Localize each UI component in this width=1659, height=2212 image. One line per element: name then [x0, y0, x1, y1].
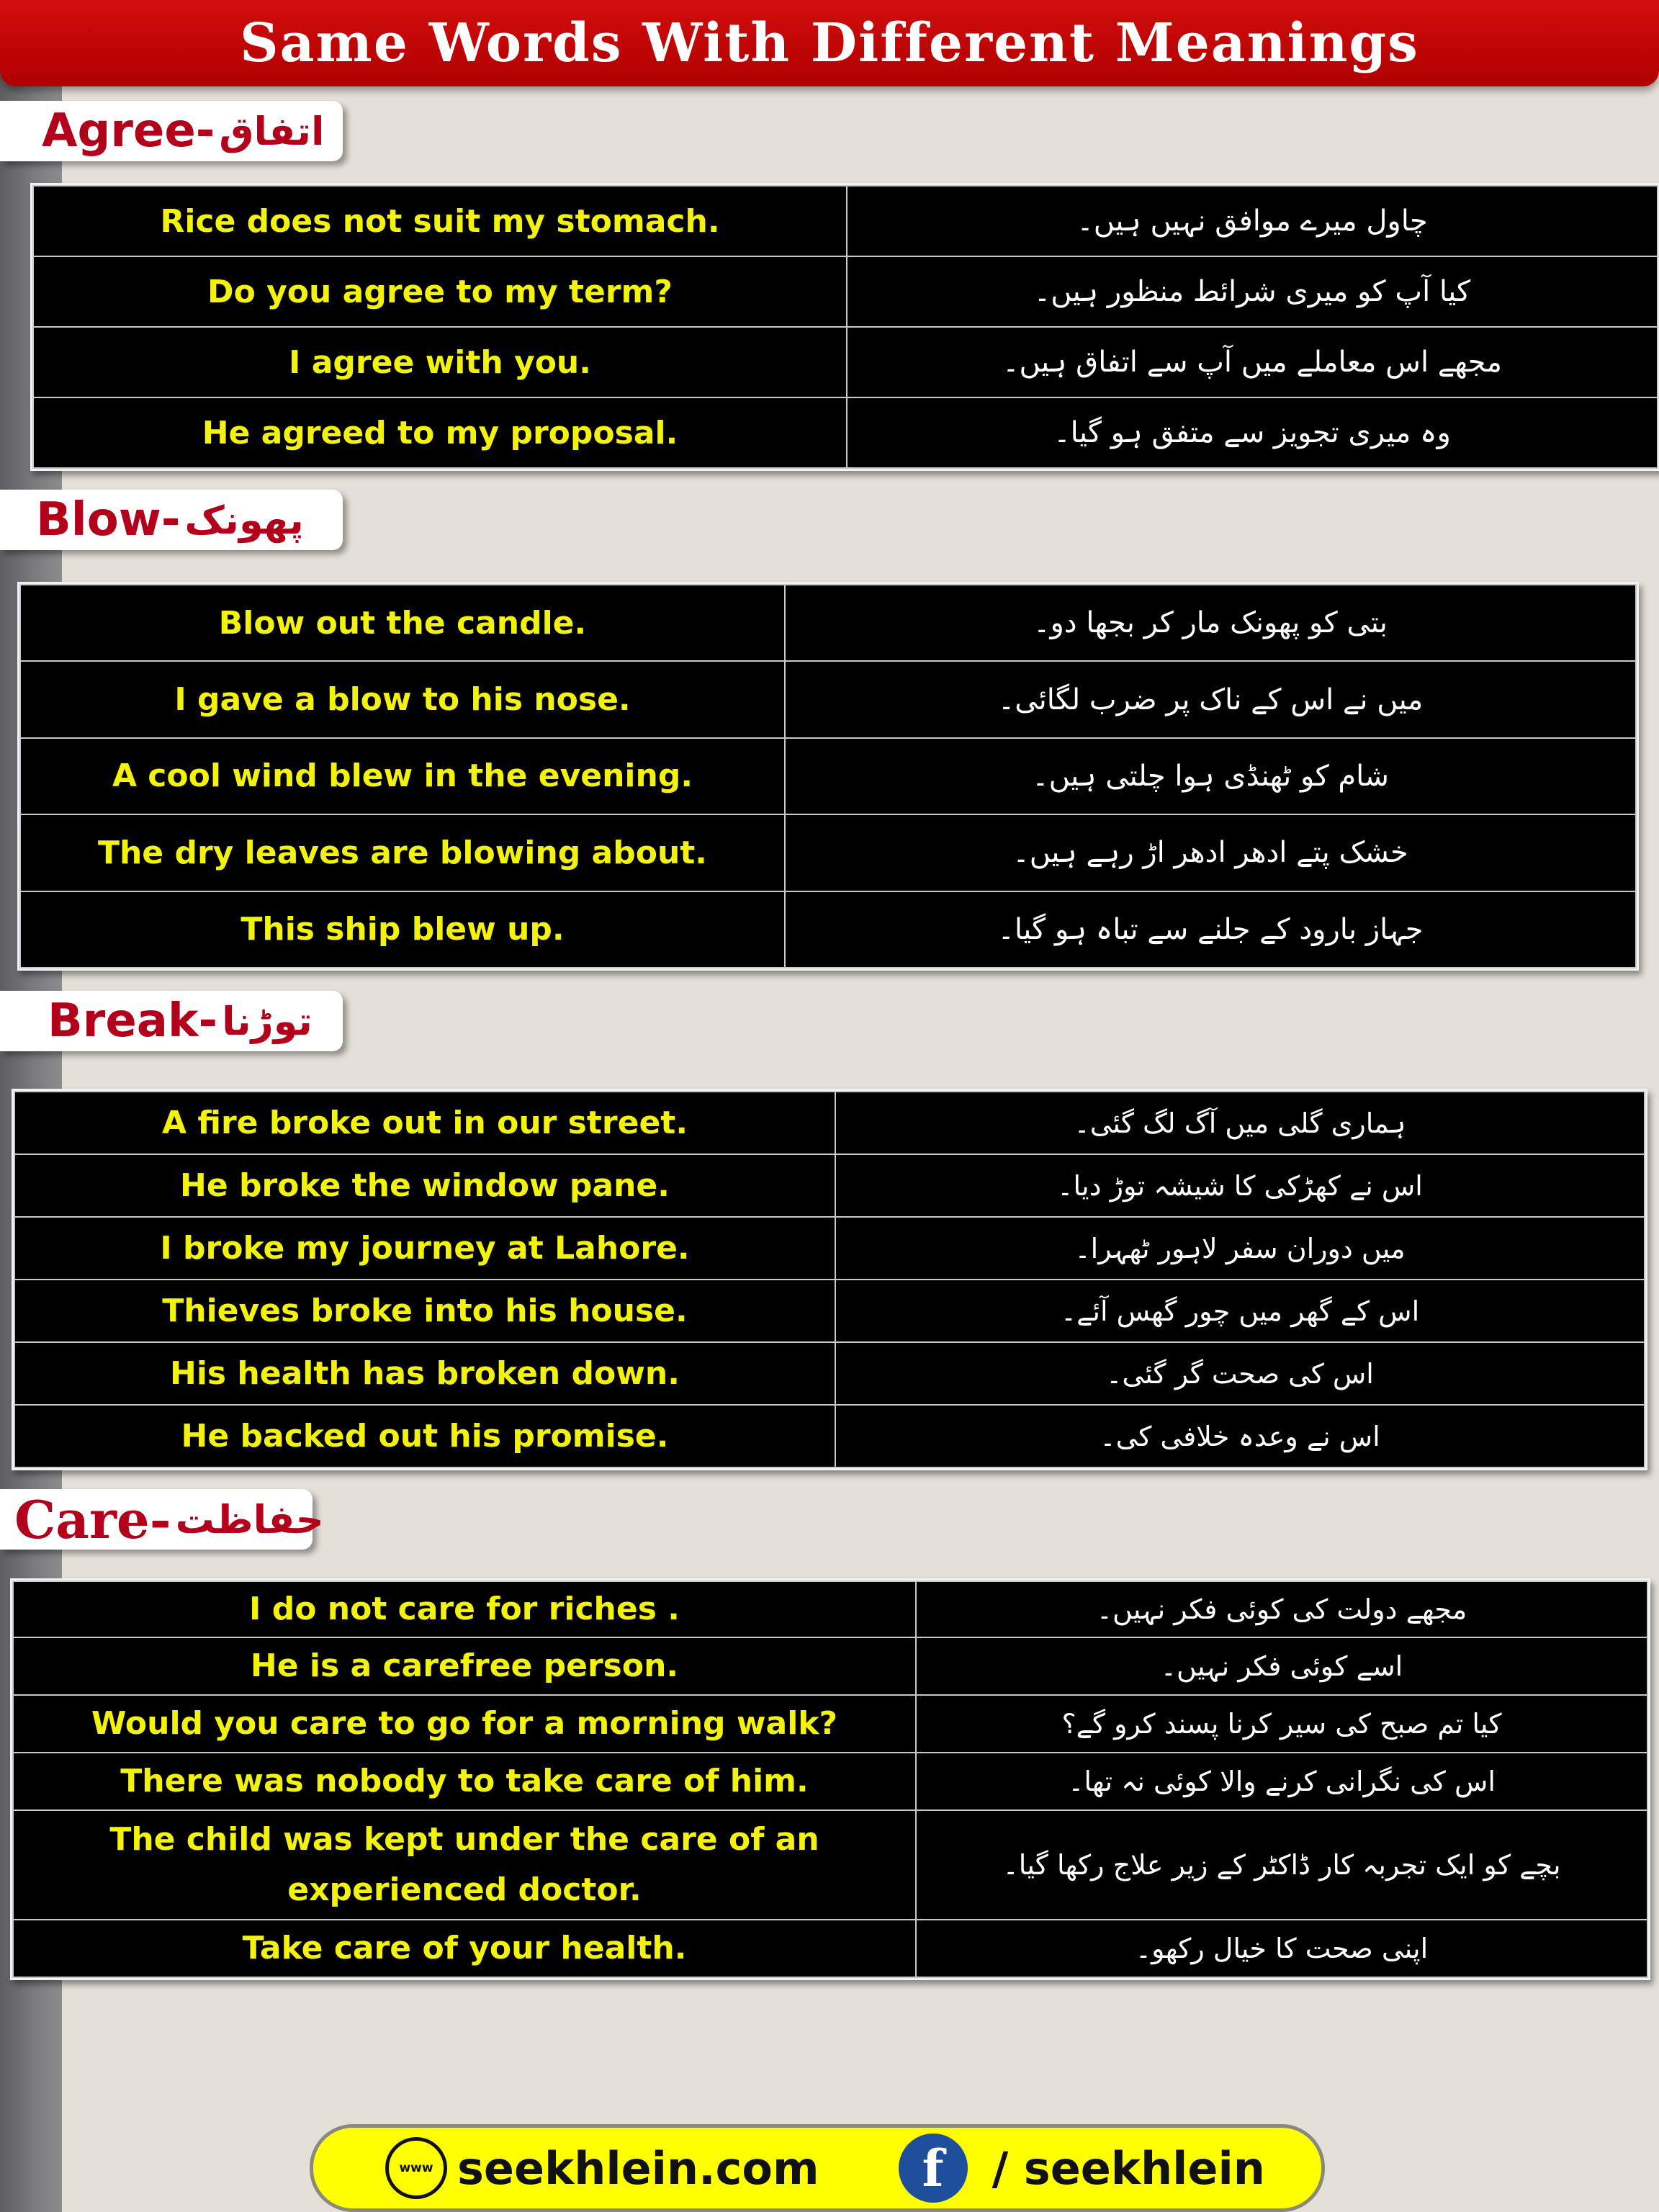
table-row [14, 1154, 1645, 1217]
care-table [10, 1578, 1650, 1980]
section-label-urdu: پھونک [184, 497, 304, 543]
section-label-urdu: توڑنا [222, 998, 313, 1044]
globe-icon [385, 2137, 447, 2199]
english-sentence: Take care of your health. [13, 1920, 916, 1977]
urdu-translation: اس کی صحت گر گئی۔ [835, 1342, 1645, 1405]
table-row [20, 738, 1636, 814]
section-label-english: Blow- [36, 493, 181, 547]
section-label-english: Break- [48, 994, 218, 1048]
table-row [14, 1217, 1645, 1280]
website-link[interactable]: seekhlein.com [457, 2141, 819, 2195]
urdu-translation: اس کے گھر میں چور گھس آئے۔ [835, 1280, 1645, 1342]
english-sentence: His health has broken down. [14, 1342, 835, 1405]
section-label-break [0, 991, 343, 1051]
english-sentence: I gave a blow to his nose. [20, 661, 785, 737]
section-label-urdu: اتفاق [219, 108, 325, 154]
urdu-translation: چاول میرے موافق نہیں ہیں۔ [847, 186, 1658, 256]
table-row [13, 1810, 1647, 1920]
english-sentence: He broke the window pane. [14, 1154, 835, 1217]
table-row [20, 891, 1636, 968]
agree-table [30, 183, 1659, 471]
urdu-translation: جہاز بارود کے جلنے سے تباہ ہو گیا۔ [785, 891, 1636, 968]
section-label-blow [0, 490, 343, 550]
footer-banner [310, 2124, 1325, 2212]
urdu-translation: اپنی صحت کا خیال رکھو۔ [916, 1920, 1647, 1977]
urdu-translation: بچے کو ایک تجربہ کار ڈاکٹر کے زیر علاج رکھا گیا۔ [916, 1810, 1647, 1920]
section-label-urdu: حفاظت [175, 1496, 324, 1542]
table-row [20, 661, 1636, 737]
english-sentence: Thieves broke into his house. [14, 1280, 835, 1342]
english-sentence: The dry leaves are blowing about. [20, 814, 785, 891]
urdu-translation: اس نے کھڑکی کا شیشہ توڑ دیا۔ [835, 1154, 1645, 1217]
urdu-translation: اسے کوئی فکر نہیں۔ [916, 1637, 1647, 1695]
urdu-translation: مجھے اس معاملے میں آپ سے اتفاق ہیں۔ [847, 327, 1658, 397]
english-sentence: Rice does not suit my stomach. [33, 186, 847, 256]
table-row [20, 814, 1636, 891]
break-table [12, 1089, 1647, 1470]
table-row [14, 1342, 1645, 1405]
table-row [33, 397, 1658, 468]
english-sentence: He is a carefree person. [13, 1637, 916, 1695]
english-sentence: Blow out the candle. [20, 585, 785, 661]
english-sentence: I broke my journey at Lahore. [14, 1217, 835, 1280]
section-label-care [0, 1488, 324, 1550]
page-title: Same Words With Different Meanings [240, 12, 1419, 74]
section-label-english: Agree- [42, 104, 215, 158]
section-label-agree [0, 101, 343, 161]
table-row [33, 256, 1658, 327]
table-row [13, 1695, 1647, 1753]
english-sentence: I do not care for riches . [13, 1581, 916, 1637]
table-row [14, 1280, 1645, 1342]
facebook-handle[interactable]: / seekhlein [992, 2141, 1265, 2195]
table-row [33, 186, 1658, 256]
globe-icon-text: www [399, 2161, 433, 2175]
table-row [13, 1920, 1647, 1977]
english-sentence: Would you care to go for a morning walk? [13, 1695, 916, 1753]
english-sentence: He backed out his promise. [14, 1405, 835, 1467]
urdu-translation: اس نے وعدہ خلافی کی۔ [835, 1405, 1645, 1467]
table-row [14, 1092, 1645, 1154]
urdu-translation: ہماری گلی میں آگ لگ گئی۔ [835, 1092, 1645, 1154]
section-label-english: Care- [14, 1488, 171, 1550]
english-sentence: This ship blew up. [20, 891, 785, 968]
title-banner [0, 0, 1659, 86]
urdu-translation: میں نے اس کے ناک پر ضرب لگائی۔ [785, 661, 1636, 737]
urdu-translation: بتی کو پھونک مار کر بجھا دو۔ [785, 585, 1636, 661]
english-sentence: Do you agree to my term? [33, 256, 847, 327]
urdu-translation: کیا تم صبح کی سیر کرنا پسند کرو گے؟ [916, 1695, 1647, 1753]
table-row [20, 585, 1636, 661]
table-row [13, 1753, 1647, 1810]
urdu-translation: شام کو ٹھنڈی ہوا چلتی ہیں۔ [785, 738, 1636, 814]
urdu-translation: کیا آپ کو میری شرائط منظور ہیں۔ [847, 256, 1658, 327]
english-sentence: I agree with you. [33, 327, 847, 397]
facebook-icon[interactable] [899, 2134, 968, 2203]
urdu-translation: اس کی نگرانی کرنے والا کوئی نہ تھا۔ [916, 1753, 1647, 1810]
english-sentence: A fire broke out in our street. [14, 1092, 835, 1154]
blow-table [17, 582, 1639, 971]
urdu-translation: وہ میری تجویز سے متفق ہو گیا۔ [847, 397, 1658, 468]
english-sentence: A cool wind blew in the evening. [20, 738, 785, 814]
urdu-translation: خشک پتے ادھر ادھر اڑ رہے ہیں۔ [785, 814, 1636, 891]
table-row [13, 1637, 1647, 1695]
english-sentence: There was nobody to take care of him. [13, 1753, 916, 1810]
english-sentence: The child was kept under the care of an experienced doctor. [13, 1810, 916, 1920]
table-row [14, 1405, 1645, 1467]
urdu-translation: مجھے دولت کی کوئی فکر نہیں۔ [916, 1581, 1647, 1637]
facebook-icon-letter: f [922, 2138, 944, 2198]
table-row [13, 1581, 1647, 1637]
urdu-translation: میں دوران سفر لاہور ٹھہرا۔ [835, 1217, 1645, 1280]
table-row [33, 327, 1658, 397]
english-sentence: He agreed to my proposal. [33, 397, 847, 468]
